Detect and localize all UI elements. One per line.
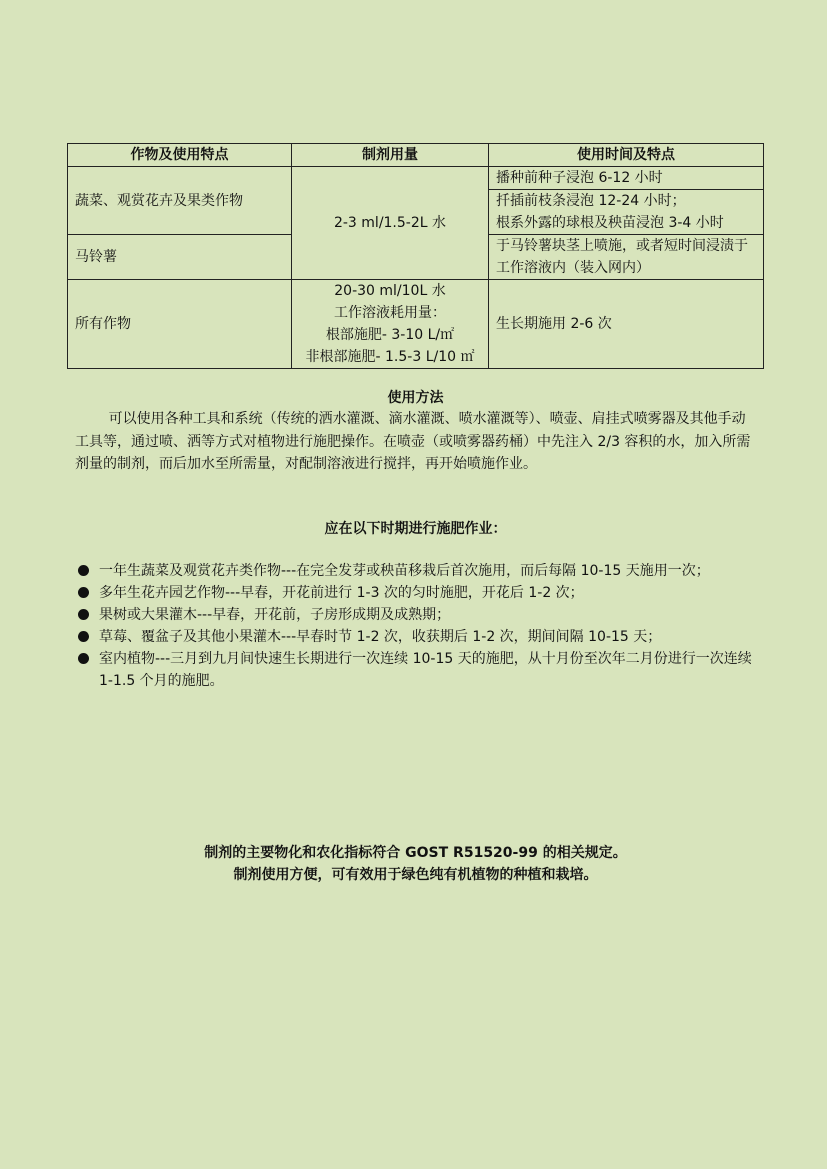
dosage-cell-group2 (292, 280, 489, 369)
list-item (75, 582, 755, 604)
method-paragraph: 可以使用各种工具和系统（传统的洒水灌溉、滴水灌溉、喷水灌溉等）、喷壶、肩挂式喷雾器及其他手动工具等，通过喷、洒等方式对植物进行施肥操作。在喷壶（或喷雾器药桶）中先注入 2/3 容积的水，加入所需剂量的制剂，而后加水至所需量，对配制溶液进行搅拌，再开始喷施作业。 (75, 411, 751, 472)
usage-table (67, 143, 764, 369)
timing-cuttings-line2: 根系外露的球根及秧苗浸泡 3-4 小时 (496, 215, 724, 231)
bullet-icon (78, 565, 89, 576)
crop-cell-potato: 马铃薯 (68, 235, 292, 280)
footer-line2: 制剂使用方便，可有效用于绿色纯有机植物的种植和栽培。 (233, 867, 598, 883)
crop-cell-vegetables: 蔬菜、观赏花卉及果类作物 (68, 167, 292, 235)
dosage-line: 20-30 ml/10L 水 (334, 283, 446, 299)
list-item-text: 果树或大果灌木---早春，开花前，子房形成期及成熟期； (99, 607, 451, 623)
timing-cell-all: 生长期施用 2-6 次 (489, 280, 764, 369)
method-heading: 使用方法 (387, 390, 444, 406)
column-header-crop: 作物及使用特点 (68, 144, 292, 167)
timing-cell-cuttings (489, 190, 764, 235)
crop-cell-all: 所有作物 (68, 280, 292, 369)
dosage-line: 非根部施肥- 1.5-3 L/10 ㎡ (305, 349, 475, 365)
periods-list (75, 560, 755, 692)
bullet-icon (78, 631, 89, 642)
timing-cell-potato: 于马铃薯块茎上喷施，或者短时间浸渍于工作溶液内（装入网内） (489, 235, 764, 280)
bullet-icon (78, 587, 89, 598)
dosage-line: 根部施肥- 3-10 L/㎡ (325, 327, 455, 343)
column-header-dosage: 制剂用量 (292, 144, 489, 167)
timing-cell-seeds: 播种前种子浸泡 6-12 小时 (489, 167, 764, 190)
list-item-text: 室内植物---三月到九月间快速生长期进行一次连续 10-15 天的施肥，从十月份至次年二月份进行一次连续 1-1.5 个月的施肥。 (99, 651, 752, 689)
column-header-timing: 使用时间及特点 (489, 144, 764, 167)
footer-note (67, 842, 764, 886)
bullet-icon (78, 609, 89, 620)
bullet-icon (78, 653, 89, 664)
timing-cuttings-line1: 扦插前枝条浸泡 12-24 小时； (496, 193, 686, 209)
periods-heading: 应在以下时期进行施肥作业： (324, 521, 507, 537)
table-row (68, 280, 764, 369)
list-item-text: 多年生花卉园艺作物---早春，开花前进行 1-3 次的匀时施肥，开花后 1-2 次； (99, 585, 584, 601)
list-item (75, 648, 755, 692)
list-item (75, 604, 755, 626)
table-row (68, 167, 764, 190)
table-header-row (68, 144, 764, 167)
list-item-text: 草莓、覆盆子及其他小果灌木---早春时节 1-2 次，收获期后 1-2 次，期间间隔 10-15 天； (99, 629, 662, 645)
list-item (75, 626, 755, 648)
list-item (75, 560, 755, 582)
list-item-text: 一年生蔬菜及观赏花卉类作物---在完全发芽或秧苗移栽后首次施用，而后每隔 10-15 天施用一次； (99, 563, 710, 579)
footer-line1: 制剂的主要物化和农化指标符合 GOST R51520-99 的相关规定。 (204, 845, 627, 861)
dosage-cell-group1: 2-3 ml/1.5-2L 水 (292, 167, 489, 280)
dosage-line: 工作溶液耗用量： (334, 305, 446, 321)
